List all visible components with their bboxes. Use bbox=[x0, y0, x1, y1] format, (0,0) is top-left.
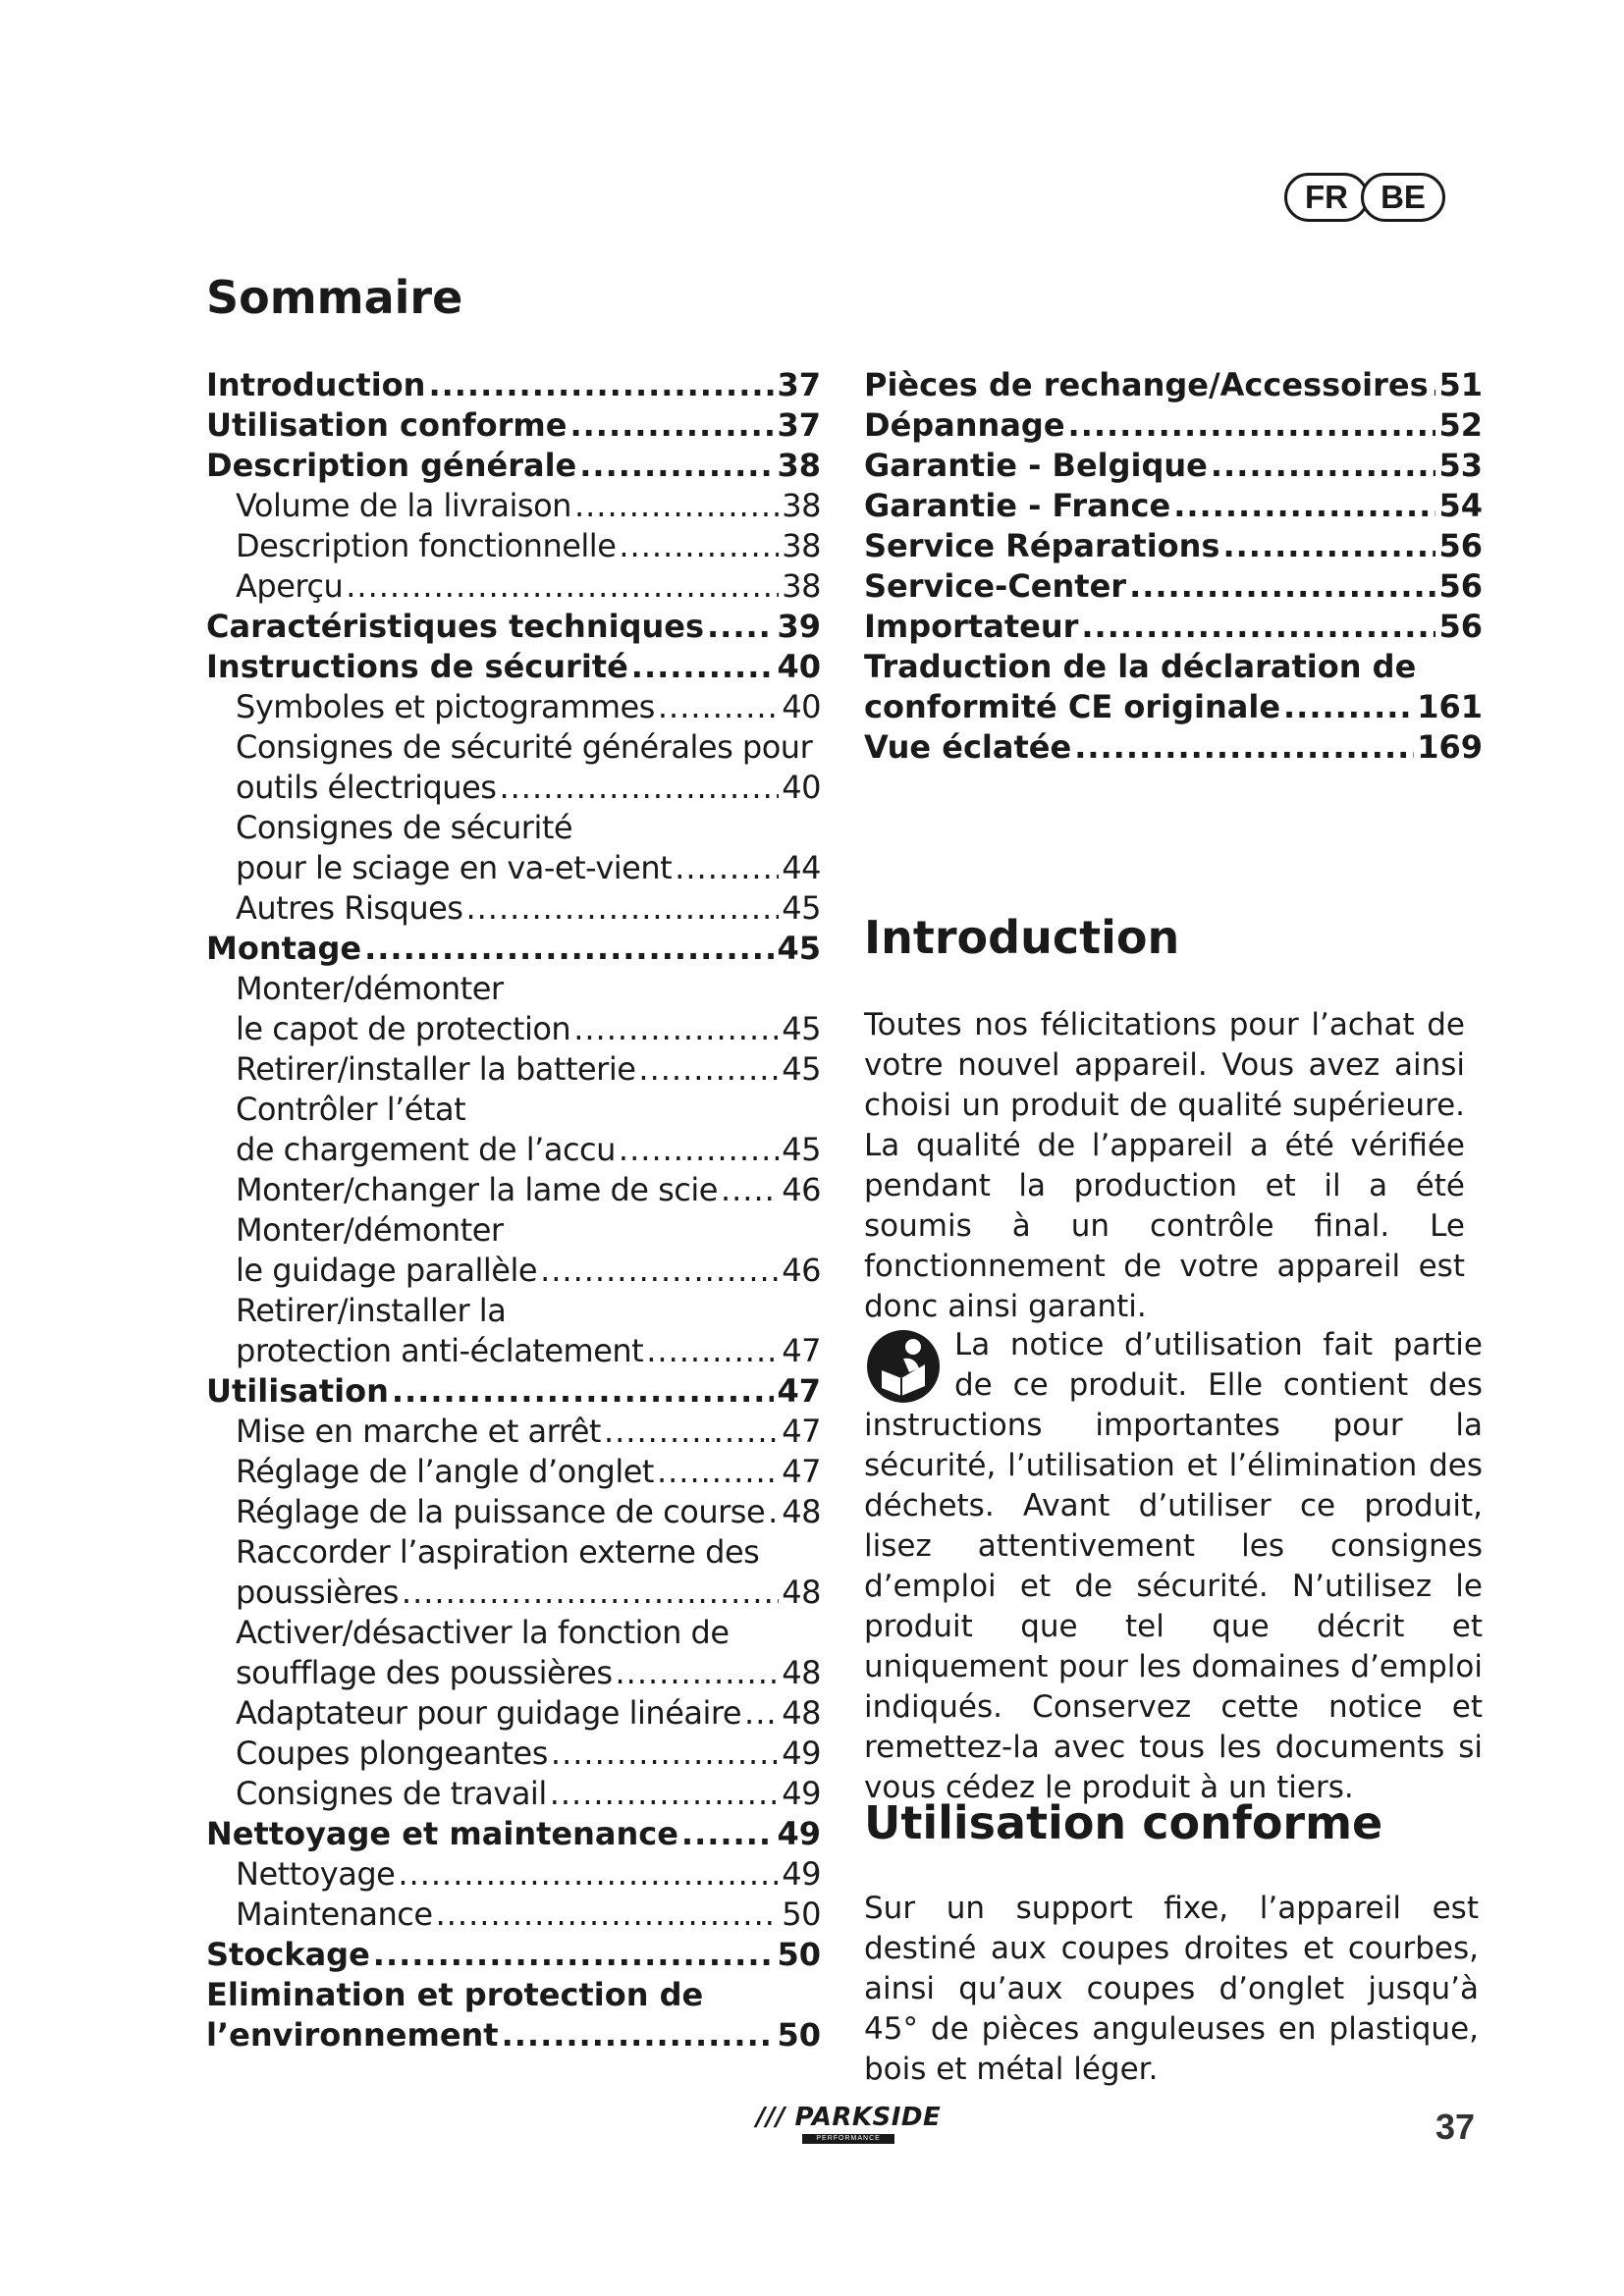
toc-entry-page: 47 bbox=[782, 1332, 821, 1369]
toc-entry-page: 50 bbox=[777, 2016, 821, 2054]
toc-entry-label: Raccorder l’aspiration externe des bbox=[236, 1533, 760, 1571]
toc-entry-page: 161 bbox=[1417, 688, 1483, 725]
toc-entry-page: 50 bbox=[782, 1896, 821, 1933]
toc-entry-page: 47 bbox=[782, 1413, 821, 1450]
toc-entry-page: 47 bbox=[782, 1453, 821, 1490]
toc-entry bbox=[864, 405, 1483, 446]
page-number: 37 bbox=[1435, 2107, 1476, 2147]
toc-entry bbox=[206, 1371, 821, 1412]
toc-entry-label: Symboles et pictogrammes bbox=[236, 688, 655, 725]
toc-entry-page: 52 bbox=[1438, 406, 1483, 444]
toc-entry bbox=[206, 365, 821, 405]
toc-entry bbox=[206, 768, 821, 808]
toc-entry bbox=[206, 1814, 821, 1854]
toc-entry-page: 40 bbox=[782, 769, 821, 806]
toc-leader-dots bbox=[579, 446, 774, 486]
toc-leader-dots bbox=[1081, 607, 1435, 647]
toc-entry-label: Retirer/installer la bbox=[236, 1292, 507, 1329]
toc-entry bbox=[206, 1935, 821, 1975]
toc-entry-page: 40 bbox=[782, 688, 821, 725]
toc-entry-label: Description générale bbox=[206, 447, 577, 484]
brand-subtitle: PERFORMANCE bbox=[802, 2134, 894, 2144]
toc-entry-label: Volume de la livraison bbox=[236, 487, 571, 524]
toc-leader-dots bbox=[436, 1895, 780, 1935]
toc-entry-page: 38 bbox=[782, 567, 821, 605]
toc-entry-label: Description fonctionnelle bbox=[236, 527, 617, 564]
toc-leader-dots bbox=[1432, 365, 1436, 405]
toc-entry bbox=[206, 1895, 821, 1935]
toc-entry-page: 46 bbox=[782, 1252, 821, 1289]
brand-name: /// PARKSIDE bbox=[756, 2103, 942, 2132]
toc-entry-page: 39 bbox=[777, 608, 821, 645]
toc-leader-dots bbox=[1283, 687, 1414, 727]
toc-entry bbox=[864, 526, 1483, 566]
toc-leader-dots bbox=[574, 486, 779, 526]
toc-entry-label: conformité CE originale bbox=[864, 688, 1281, 725]
toc-entry bbox=[206, 566, 821, 607]
toc-leader-dots bbox=[1074, 727, 1414, 768]
toc-entry bbox=[206, 1049, 821, 1090]
toc-leader-dots bbox=[631, 647, 775, 687]
toc-entry-label: Activer/désactiver la fonction de bbox=[236, 1614, 730, 1651]
toc-leader-dots bbox=[346, 566, 779, 607]
toc-leader-dots bbox=[392, 1371, 775, 1412]
toc-entry-page: 37 bbox=[777, 366, 821, 403]
toc-entry-page: 45 bbox=[782, 1010, 821, 1047]
toc-leader-dots bbox=[373, 1935, 775, 1975]
toc-entry-page: 40 bbox=[777, 648, 821, 685]
toc-leader-dots bbox=[1211, 446, 1436, 486]
toc-entry-page: 56 bbox=[1438, 567, 1483, 605]
toc-entry-label: Stockage bbox=[206, 1936, 370, 1973]
toc-entry-label: Nettoyage bbox=[236, 1855, 396, 1893]
toc-entry-label: Aperçu bbox=[236, 567, 344, 605]
toc-entry bbox=[206, 526, 821, 566]
toc-entry bbox=[864, 486, 1483, 526]
toc-entry bbox=[206, 1251, 821, 1291]
toc-entry bbox=[864, 647, 1483, 687]
toc-leader-dots bbox=[573, 1009, 779, 1049]
toc-entry bbox=[206, 2015, 821, 2056]
toc-entry bbox=[206, 1009, 821, 1049]
toc-entry bbox=[864, 365, 1483, 405]
toc-entry bbox=[206, 1613, 821, 1653]
toc-entry bbox=[206, 1734, 821, 1774]
manual-notice-text: La notice d’utilisation fait partie de ce produit. Elle contient des instructions importantes pour la sécurité, l’utilisation et l’élimination des déchets. Avant d’utiliser ce produit, lisez attentivement les consignes d’emploi et de sécurité. N’utilisez le produit que tel que décrit et uniquement pour les domaines d’emploi indiqués. Conservez cette notice et remettez-la avec tous les documents si vous cédez le produit à un tiers. bbox=[864, 1327, 1483, 1805]
toc-entry-page: 49 bbox=[782, 1855, 821, 1893]
toc-leader-dots bbox=[1173, 486, 1435, 526]
toc-entry-label: pour le sciage en va-et-vient bbox=[236, 849, 673, 886]
toc-leader-dots bbox=[658, 687, 779, 727]
toc-entry-label: Autres Risques bbox=[236, 889, 463, 927]
toc-leader-dots bbox=[638, 1049, 779, 1090]
toc-entry-page: 46 bbox=[782, 1171, 821, 1208]
toc-entry-label: Elimination et protection de bbox=[206, 1976, 704, 2013]
toc-entry-page: 45 bbox=[782, 1050, 821, 1088]
toc-entry-page: 38 bbox=[782, 527, 821, 564]
toc-entry-label: le guidage parallèle bbox=[236, 1252, 538, 1289]
introduction-paragraph: Toutes nos félicitations pour l’achat de votre nouvel appareil. Vous avez ainsi choisi un produit de qualité supérieure. La qualité de l’appareil a été vérifiée pendant la production et il a été soumis à un contrôle final. Le fonctionnement de votre appareil est donc ainsi garanti. bbox=[864, 1007, 1465, 1324]
toc-entry-label: Nettoyage et maintenance bbox=[206, 1815, 678, 1852]
toc-entry-label: Importateur bbox=[864, 608, 1079, 645]
toc-entry bbox=[206, 1412, 821, 1452]
toc-entry-page: 38 bbox=[782, 487, 821, 524]
manual-notice bbox=[864, 1325, 1483, 1808]
toc-entry-label: Monter/changer la lame de scie bbox=[236, 1171, 718, 1208]
toc-leader-dots bbox=[1129, 566, 1435, 607]
toc-entry-page: 48 bbox=[782, 1694, 821, 1732]
toc-entry-page: 48 bbox=[782, 1654, 821, 1691]
toc-entry-page: 49 bbox=[782, 1735, 821, 1772]
toc-entry-label: poussières bbox=[236, 1574, 399, 1611]
toc-entry-label: Service Réparations bbox=[864, 527, 1220, 564]
toc-entry-page: 38 bbox=[777, 447, 821, 484]
toc-entry-label: Réglage de la puissance de course bbox=[236, 1493, 766, 1530]
toc-entry bbox=[206, 1090, 821, 1130]
toc-entry-label: Réglage de l’angle d’onglet bbox=[236, 1453, 654, 1490]
toc-entry-page: 49 bbox=[782, 1775, 821, 1812]
brand-logo bbox=[756, 2103, 941, 2144]
toc-entry bbox=[206, 1452, 821, 1492]
toc-entry bbox=[206, 405, 821, 446]
toc-entry bbox=[206, 1774, 821, 1814]
toc-leader-dots bbox=[721, 1170, 779, 1210]
toc-entry bbox=[206, 1975, 821, 2015]
toc-leader-dots bbox=[768, 1492, 779, 1532]
toc-entry-page: 169 bbox=[1417, 728, 1483, 766]
toc-entry bbox=[864, 607, 1483, 647]
toc-entry-label: Service-Center bbox=[864, 567, 1127, 605]
toc-leader-dots bbox=[604, 1412, 779, 1452]
toc-leader-dots bbox=[569, 405, 774, 446]
toc-entry bbox=[206, 1210, 821, 1251]
toc-leader-dots bbox=[465, 888, 779, 929]
toc-entry-page: 54 bbox=[1438, 487, 1483, 524]
toc-leader-dots bbox=[619, 1130, 779, 1170]
toc-leader-dots bbox=[646, 1331, 779, 1371]
toc-entry-label: le capot de protection bbox=[236, 1010, 571, 1047]
toc-entry bbox=[206, 1854, 821, 1895]
toc-entry-page: 47 bbox=[777, 1372, 821, 1410]
toc-leader-dots bbox=[1068, 405, 1436, 446]
toc-entry-label: Vue éclatée bbox=[864, 728, 1072, 766]
toc-entry-label: Consignes de travail bbox=[236, 1775, 547, 1812]
toc-entry bbox=[206, 1693, 821, 1734]
toc-entry bbox=[206, 486, 821, 526]
toc-entry bbox=[206, 1291, 821, 1331]
language-badge-fr: FR bbox=[1284, 173, 1369, 222]
toc-entry-label: Caractéristiques techniques bbox=[206, 608, 704, 645]
toc-leader-dots bbox=[398, 1854, 779, 1895]
toc-entry bbox=[206, 848, 821, 888]
toc-entry-page: 51 bbox=[1438, 366, 1483, 403]
toc-entry-page: 56 bbox=[1438, 527, 1483, 564]
toc-entry-page: 45 bbox=[782, 889, 821, 927]
toc-leader-dots bbox=[707, 607, 774, 647]
toc-leader-dots bbox=[619, 526, 779, 566]
toc-entry-page: 56 bbox=[1438, 608, 1483, 645]
toc-entry-page: 49 bbox=[777, 1815, 821, 1852]
toc-entry bbox=[206, 446, 821, 486]
toc-leader-dots bbox=[499, 768, 779, 808]
toc-entry bbox=[206, 687, 821, 727]
toc-entry-label: Monter/démonter bbox=[236, 1211, 504, 1249]
toc-entry bbox=[206, 1331, 821, 1371]
toc-leader-dots bbox=[675, 848, 779, 888]
language-badge-be: BE bbox=[1361, 173, 1445, 222]
toc-entry bbox=[206, 888, 821, 929]
toc-entry bbox=[206, 1170, 821, 1210]
toc-entry-label: Instructions de sécurité bbox=[206, 648, 628, 685]
toc-entry bbox=[206, 647, 821, 687]
toc-entry-label: Dépannage bbox=[864, 406, 1065, 444]
toc-entry-label: Mise en marche et arrêt bbox=[236, 1413, 601, 1450]
toc-entry-label: l’environnement bbox=[206, 2016, 499, 2054]
toc-entry-page: 48 bbox=[782, 1574, 821, 1611]
toc-left-column bbox=[206, 365, 821, 2056]
toc-leader-dots bbox=[1222, 526, 1435, 566]
toc-entry-label: soufflage des poussières bbox=[236, 1654, 613, 1691]
toc-entry-label: Introduction bbox=[206, 366, 426, 403]
toc-entry-label: protection anti-éclatement bbox=[236, 1332, 644, 1369]
toc-entry-label: Monter/démonter bbox=[236, 970, 504, 1007]
toc-leader-dots bbox=[364, 929, 774, 969]
toc-entry-label: outils électriques bbox=[236, 769, 497, 806]
toc-entry bbox=[206, 1130, 821, 1170]
toc-entry-label: Utilisation conforme bbox=[206, 406, 568, 444]
toc-entry-page: 37 bbox=[777, 406, 821, 444]
toc-leader-dots bbox=[681, 1814, 775, 1854]
toc-entry-label: Consignes de sécurité bbox=[236, 809, 573, 846]
toc-leader-dots bbox=[615, 1653, 779, 1693]
toc-entry-page: 45 bbox=[777, 930, 821, 967]
toc-leader-dots bbox=[657, 1452, 779, 1492]
toc-entry-page: 50 bbox=[777, 1936, 821, 1973]
toc-entry-label: Contrôler l’état bbox=[236, 1091, 466, 1128]
toc-entry-label: Montage bbox=[206, 930, 362, 967]
toc-entry-label: Traduction de la déclaration de bbox=[864, 648, 1417, 685]
toc-leader-dots bbox=[551, 1734, 779, 1774]
toc-entry bbox=[864, 687, 1483, 727]
toc-leader-dots bbox=[502, 2015, 775, 2056]
toc-entry-label: Coupes plongeantes bbox=[236, 1735, 548, 1772]
toc-entry bbox=[206, 607, 821, 647]
toc-entry bbox=[864, 446, 1483, 486]
intended-use-title: Utilisation conforme bbox=[864, 1796, 1383, 1849]
intended-use-paragraph: Sur un support fixe, l’appareil est destiné aux coupes droites et courbes, ainsi qu’aux coupes d’onglet jusqu’à 45° de pièces anguleuses en plastique, bois et métal léger. bbox=[864, 1891, 1479, 2087]
toc-entry bbox=[206, 929, 821, 969]
toc-entry-label: de chargement de l’accu bbox=[236, 1131, 616, 1168]
toc-entry-label: Retirer/installer la batterie bbox=[236, 1050, 636, 1088]
toc-entry bbox=[864, 566, 1483, 607]
toc-entry-label: Maintenance bbox=[236, 1896, 433, 1933]
toc-entry bbox=[864, 727, 1483, 768]
toc-leader-dots bbox=[402, 1573, 779, 1613]
toc-entry-page: 45 bbox=[782, 1131, 821, 1168]
read-manual-icon bbox=[864, 1327, 945, 1406]
toc-entry-page: 48 bbox=[782, 1493, 821, 1530]
introduction-title: Introduction bbox=[864, 911, 1180, 964]
toc-leader-dots bbox=[428, 365, 774, 405]
toc-leader-dots bbox=[550, 1774, 780, 1814]
toc-entry-label: Utilisation bbox=[206, 1372, 389, 1410]
language-badges bbox=[1284, 173, 1445, 222]
toc-entry bbox=[206, 808, 821, 848]
contents-title: Sommaire bbox=[206, 271, 463, 324]
toc-leader-dots bbox=[744, 1693, 779, 1734]
toc-entry bbox=[206, 969, 821, 1009]
toc-leader-dots bbox=[540, 1251, 779, 1291]
toc-entry bbox=[206, 1653, 821, 1693]
toc-entry-label: Pièces de rechange/Accessoires bbox=[864, 366, 1429, 403]
toc-entry-label: Garantie - France bbox=[864, 487, 1171, 524]
toc-entry-label: Adaptateur pour guidage linéaire bbox=[236, 1694, 742, 1732]
toc-entry-page: 44 bbox=[782, 849, 821, 886]
toc-entry-label: Consignes de sécurité générales pour bbox=[236, 728, 813, 766]
toc-entry bbox=[206, 1573, 821, 1613]
toc-entry bbox=[206, 727, 821, 768]
toc-right-column bbox=[864, 365, 1483, 768]
toc-entry bbox=[206, 1492, 821, 1532]
toc-entry-label: Garantie - Belgique bbox=[864, 447, 1208, 484]
toc-entry-page: 53 bbox=[1438, 447, 1483, 484]
toc-entry bbox=[206, 1532, 821, 1573]
